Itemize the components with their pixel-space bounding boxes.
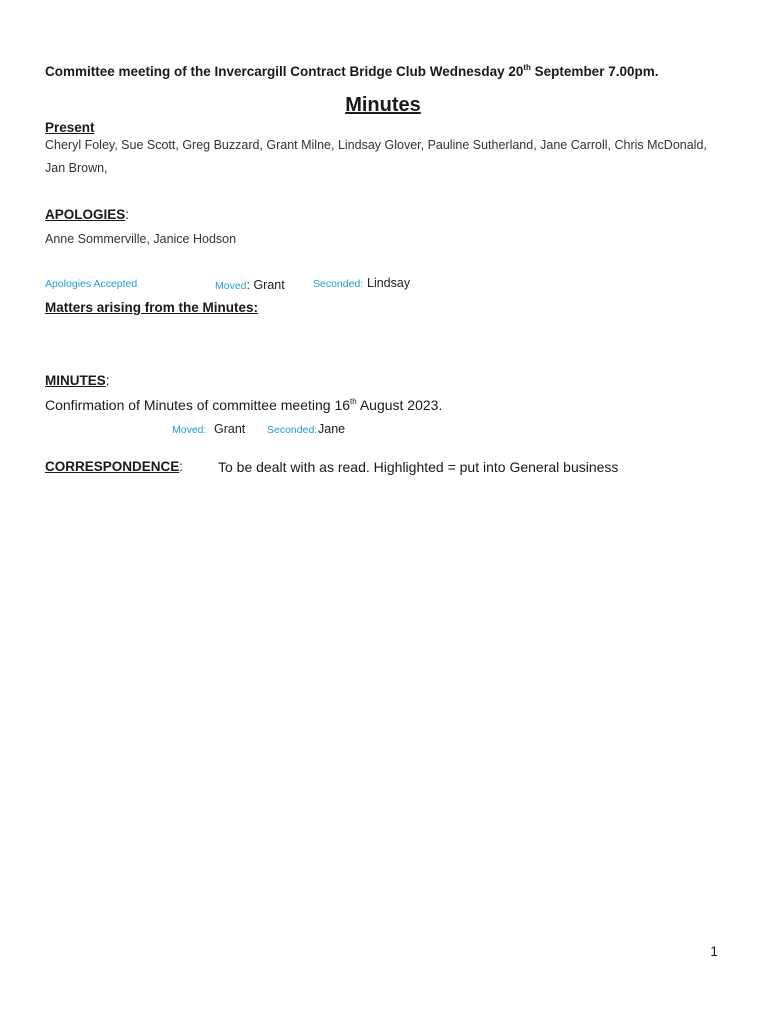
apologies-label-text: APOLOGIES (45, 207, 126, 222)
minutes-moved-label: Moved: (172, 424, 207, 436)
matters-arising-label-text: Matters arising from the Minutes: (45, 300, 259, 315)
minutes-moved-value: Grant (214, 422, 246, 436)
apologies-label (45, 207, 129, 222)
apologies-accepted-label: Apologies Accepted (45, 278, 138, 290)
present-names-line1: Cheryl Foley, Sue Scott, Greg Buzzard, Grant Milne, Lindsay Glover, Pauline Sutherland, Jane Carroll, Chris McDonald, (45, 138, 707, 152)
minutes-text-prefix: Confirmation of Minutes of committee meeting 16 (45, 397, 351, 413)
apologies-moved (215, 276, 285, 294)
apologies-moved-label: Moved (215, 280, 247, 292)
correspondence-text: To be dealt with as read. Highlighted = put into General business (218, 459, 619, 475)
minutes-colon: : (105, 373, 110, 388)
present-label-text: Present (45, 120, 95, 135)
page-title: Minutes (345, 94, 421, 116)
apologies-colon: : (125, 207, 130, 222)
page-number: 1 (710, 943, 718, 959)
minutes-seconded-value: Jane (318, 422, 346, 436)
minutes-text-sup: th (350, 397, 357, 406)
heading-sup: th (523, 63, 531, 72)
apologies-names: Anne Sommerville, Janice Hodson (45, 232, 237, 246)
heading-prefix: Committee meeting of the Invercargill Contract Bridge Club Wednesday 20 (45, 64, 524, 79)
matters-arising-label (45, 300, 258, 315)
minutes-seconded-label: Seconded: (267, 424, 318, 436)
minutes-label-text: MINUTES (45, 373, 106, 388)
meeting-heading (45, 63, 658, 79)
present-names-line2: Jan Brown, (45, 161, 108, 175)
minutes-label (45, 373, 110, 388)
apologies-seconded-value: Lindsay (367, 276, 411, 290)
minutes-text-suffix: August 2023. (356, 397, 443, 413)
apologies-moved-value: : Grant (246, 278, 285, 292)
heading-suffix: September 7.00pm. (530, 64, 659, 79)
minutes-confirmation (45, 397, 442, 413)
present-label (45, 120, 95, 135)
correspondence-colon: : (179, 459, 184, 474)
apologies-seconded-label: Seconded: (313, 278, 364, 290)
correspondence-label-text: CORRESPONDENCE (45, 459, 180, 474)
correspondence-label (45, 459, 183, 474)
